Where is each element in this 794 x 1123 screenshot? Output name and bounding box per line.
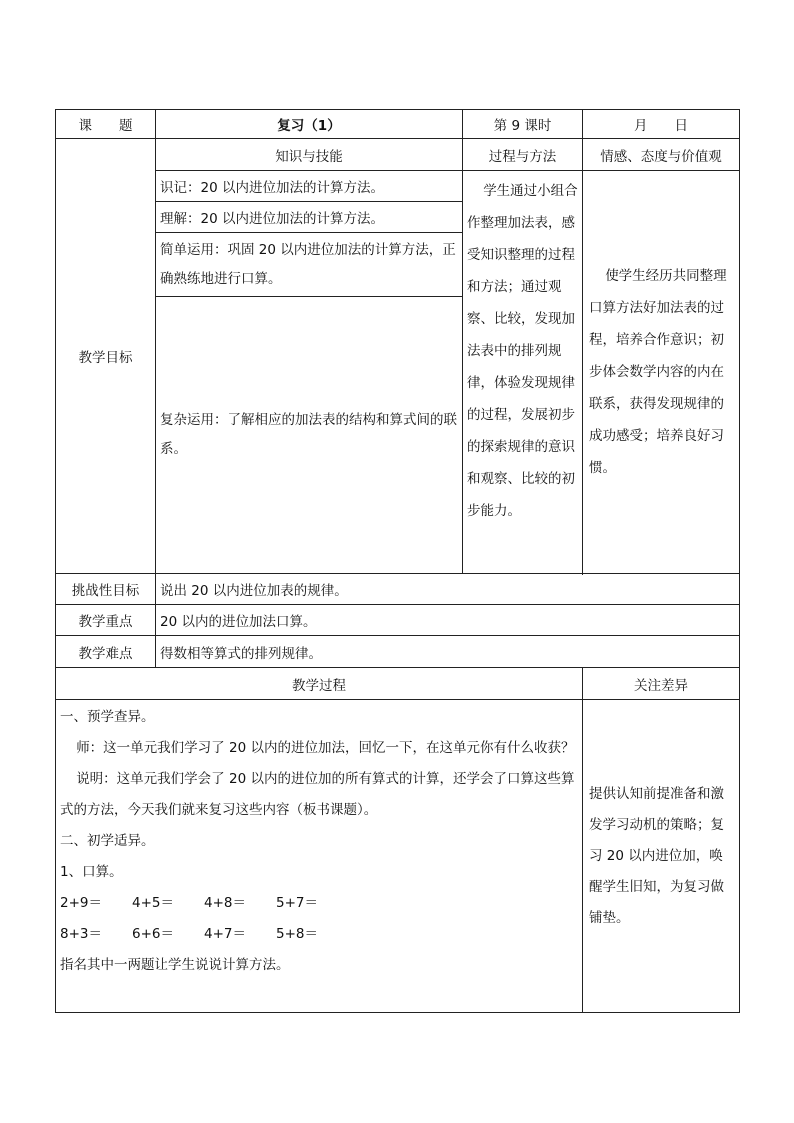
- date-value: 月 日: [583, 110, 740, 139]
- emotion-text: [583, 171, 740, 574]
- challenge-label: 挑战性目标: [56, 574, 156, 605]
- difficulty-value: 得数相等算式的排列规律。: [156, 636, 740, 668]
- oral-item: 2+9＝: [60, 895, 102, 911]
- process-line-4: 二、初学适异。: [60, 833, 155, 849]
- challenge-value: 说出 20 以内进位加表的规律。: [156, 574, 740, 605]
- process-line-5: 1、口算。: [60, 864, 123, 880]
- process-line-3: 说明：这单元我们学会了 20 以内的进位加的所有算式的计算，还学会了口算这些算式的方法，今天我们就来复习这些内容（板书课题）。: [60, 771, 575, 818]
- oral-item: 6+6＝: [132, 926, 174, 942]
- process-line-6: 指名其中一两题让学生说说计算方法。: [60, 957, 290, 973]
- oral-item: 5+8＝: [276, 926, 318, 942]
- process-line-1: 一、预学查异。: [60, 709, 155, 725]
- knowledge-item-understand: 理解：20 以内进位加法的计算方法。: [156, 202, 463, 233]
- emotion-header: 情感、态度与价值观: [583, 139, 740, 171]
- key-point-label: 教学重点: [56, 605, 156, 636]
- period-value: 第 9 课时: [463, 110, 583, 139]
- attention-difference-header: 关注差异: [583, 668, 740, 700]
- difficulty-label: 教学难点: [56, 636, 156, 668]
- knowledge-item-simple-apply: 简单运用：巩固 20 以内进位加法的计算方法，正确熟练地进行口算。: [156, 233, 463, 297]
- lesson-plan-table: [55, 109, 740, 1013]
- knowledge-header: 知识与技能: [156, 139, 463, 171]
- oral-calc-row-2: [60, 919, 578, 950]
- oral-item: 4+8＝: [204, 895, 246, 911]
- process-line-2: 师：这一单元我们学习了 20 以内的进位加法，回忆一下，在这单元你有什么收获？: [76, 740, 575, 756]
- topic-label: 课 题: [56, 110, 156, 139]
- process-method-paragraph: 学生通过小组合作整理加法表，感受知识整理的过程和方法；通过观察、比较，发现加法表中的排列规律，体验发现规律的过程，发展初步的探索规律的意识和观察、比较的初步能力。: [467, 183, 578, 519]
- oral-item: 4+5＝: [132, 895, 174, 911]
- topic-value: 复习（1）: [156, 110, 463, 139]
- oral-item: 4+7＝: [204, 926, 246, 942]
- oral-calc-row-1: [60, 888, 578, 919]
- knowledge-item-complex-apply: 复杂运用：了解相应的加法表的结构和算式间的联系。: [156, 297, 463, 574]
- teaching-process-header: 教学过程: [56, 668, 583, 700]
- emotion-paragraph: 使学生经历共同整理口算方法好加法表的过程，培养合作意识；初步体会数学内容的内在联系，获得发现规律的成功感受；培养良好习惯。: [589, 268, 727, 476]
- oral-item: 5+7＝: [276, 895, 318, 911]
- teaching-process-content: [56, 700, 583, 1013]
- process-method-text: [463, 171, 583, 574]
- objectives-label: 教学目标: [56, 139, 156, 574]
- oral-item: 8+3＝: [60, 926, 102, 942]
- knowledge-item-recall: 识记：20 以内进位加法的计算方法。: [156, 171, 463, 202]
- attention-difference-content: 提供认知前提准备和激发学习动机的策略；复习 20 以内进位加，唤醒学生旧知，为复习做铺垫。: [583, 700, 740, 1013]
- process-method-header: 过程与方法: [463, 139, 583, 171]
- key-point-value: 20 以内的进位加法口算。: [156, 605, 740, 636]
